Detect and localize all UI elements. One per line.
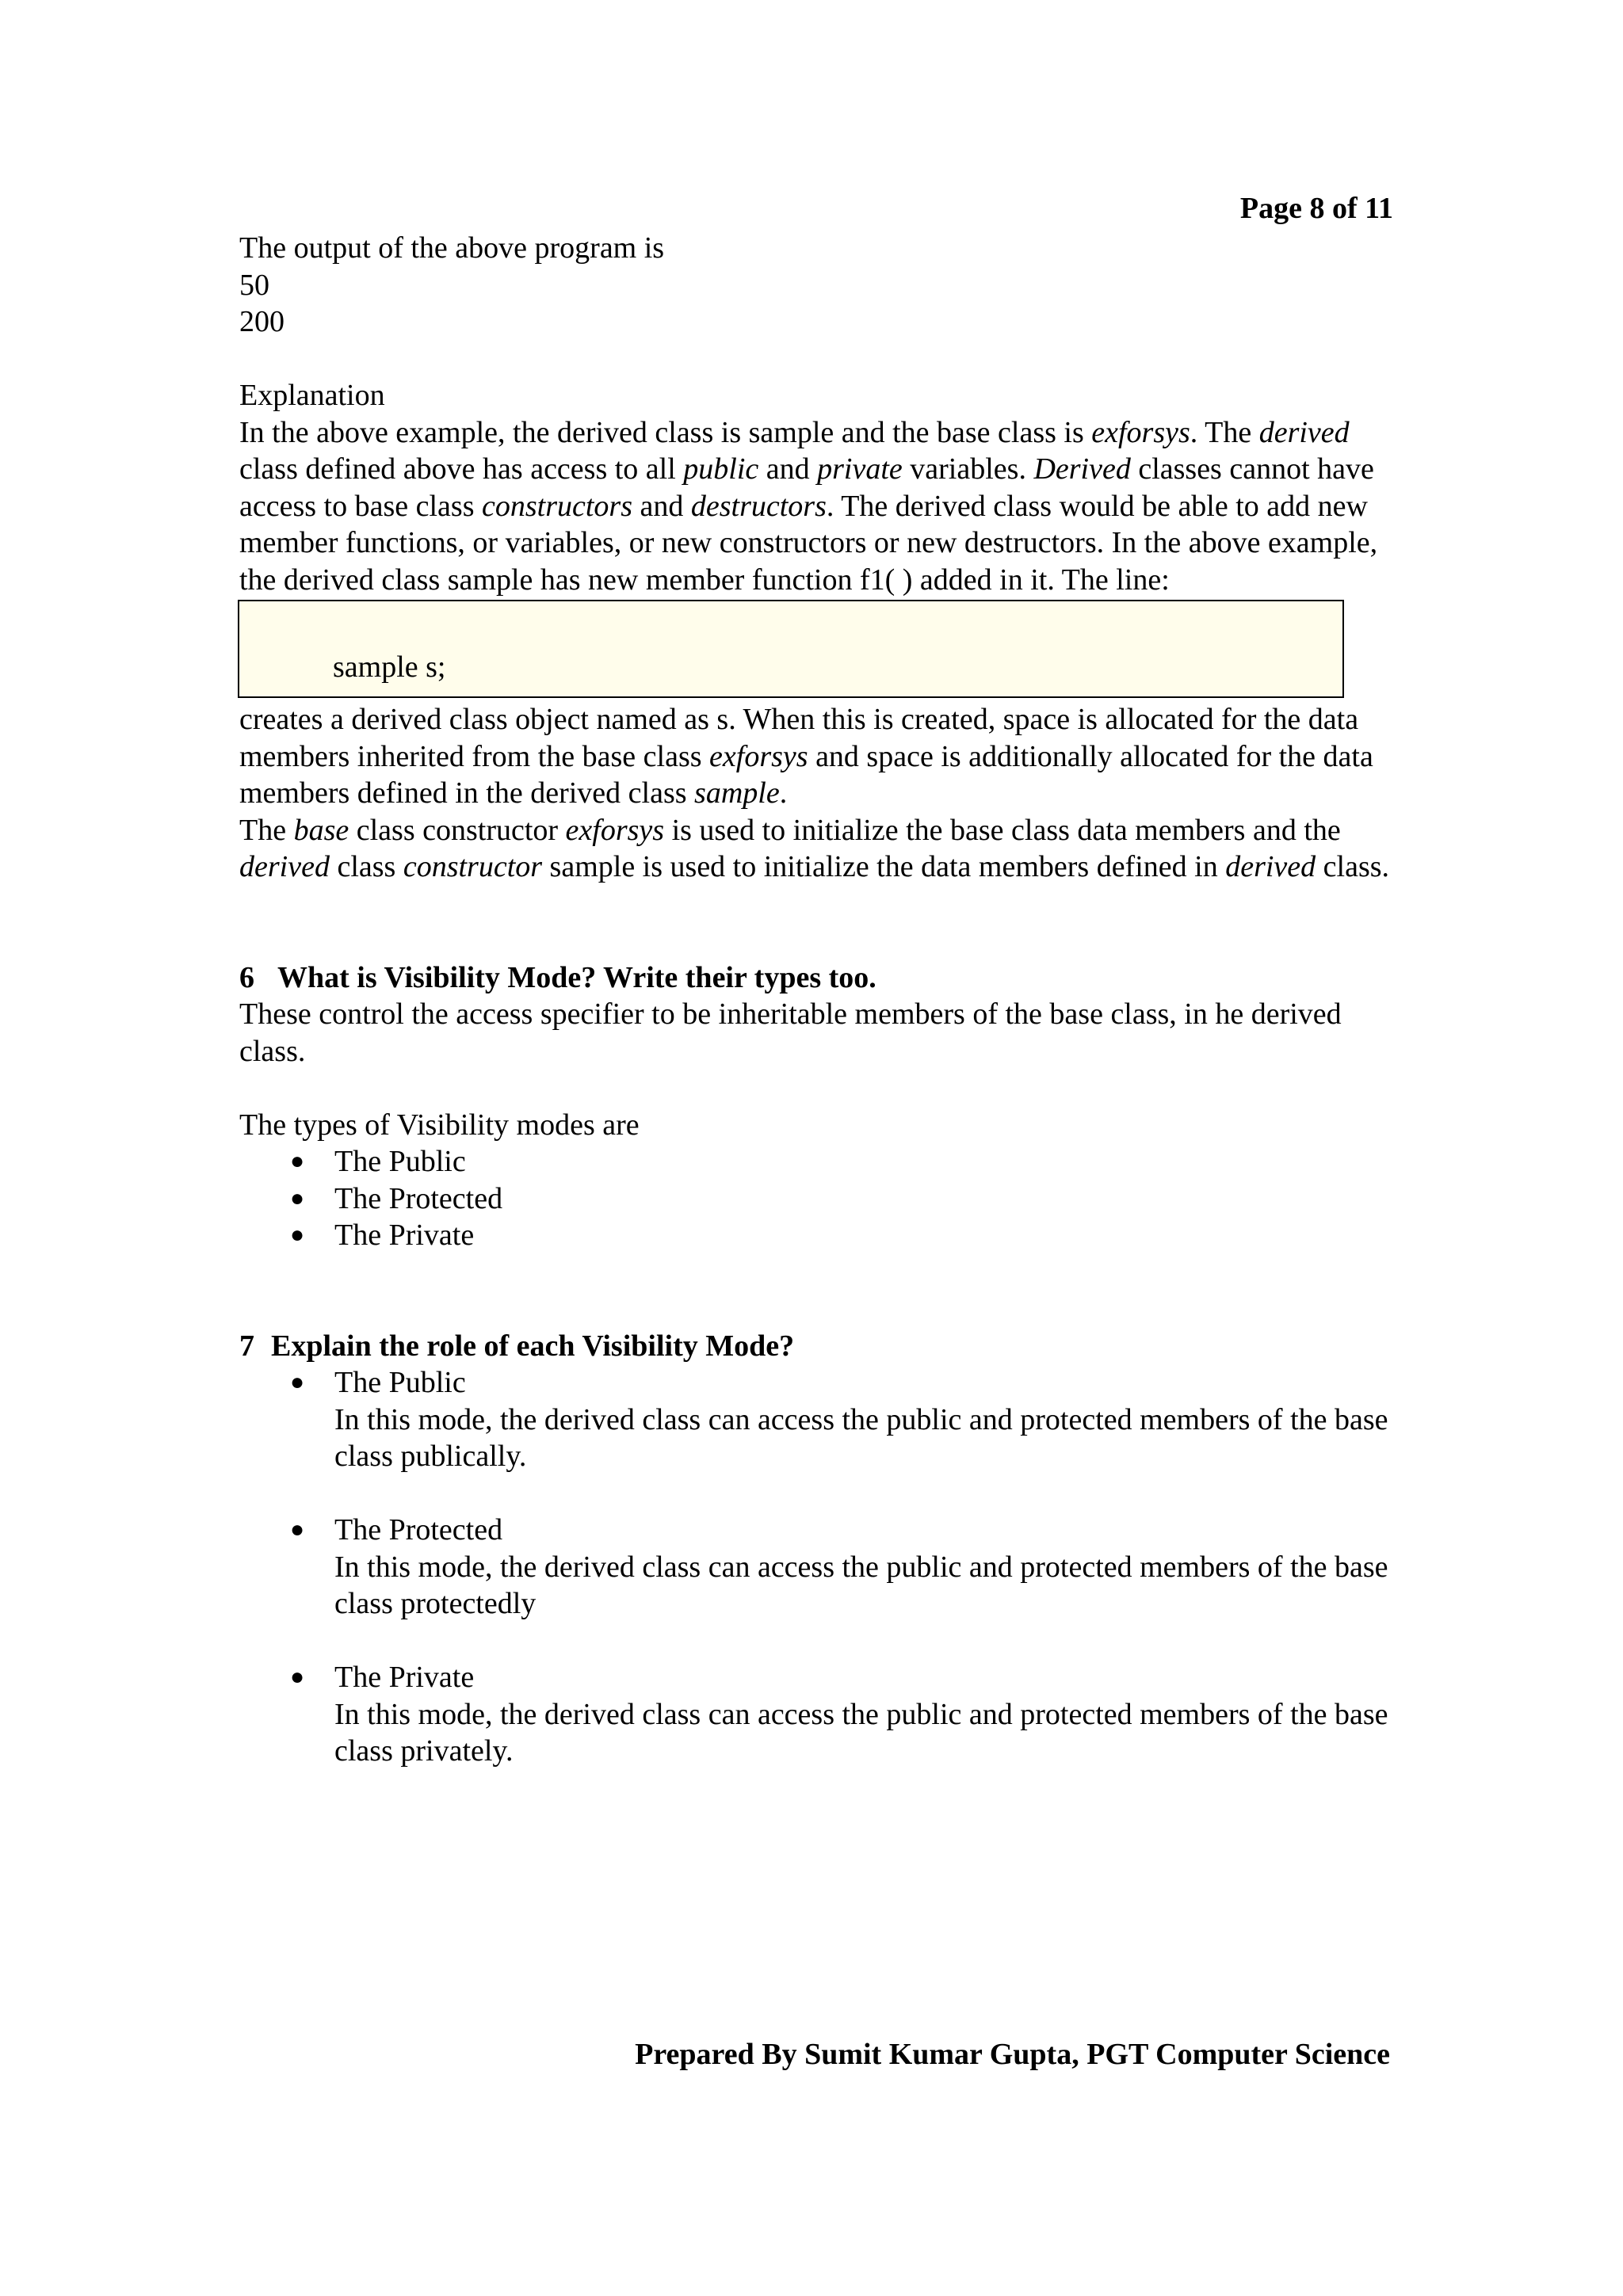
explanation-paragraph-1: In the above example, the derived class is sample and the base class is exforsys. The derived class defined above has access to all public and private variables. Derived classes cannot have access to base class constructors and destructors. The derived class would be able to add new member functions, or variables, or new constructors or new destructors. In the above example, the derived class sample has new member function f1( ) added in it. The line: — [239, 415, 1378, 597]
output-intro: The output of the above program is — [239, 231, 665, 265]
bullet-icon: ● — [290, 1369, 305, 1395]
explanation-paragraph-3: The base class constructor exforsys is used to initialize the base class data members and the derived class constructor sample is used to initialize the data members defined in derived class. — [239, 813, 1390, 883]
bullet-icon: ● — [290, 1516, 305, 1543]
bullet-icon: ● — [290, 1184, 305, 1211]
question-6-heading: 6 What is Visibility Mode? Write their types too. — [239, 960, 876, 994]
output-line-1: 50 — [239, 268, 269, 302]
explanation-title: Explanation — [239, 379, 385, 412]
list-item: ● The Private In this mode, the derived class can access the public and protected members of the base class privately. — [290, 1661, 1388, 1768]
bullet-icon: ● — [290, 1148, 305, 1174]
visibility-types-list — [239, 1143, 1396, 1254]
bullet-icon: ● — [290, 1664, 305, 1690]
page-number: Page 8 of 11 — [1239, 192, 1393, 225]
code-line: sample s; — [333, 650, 446, 684]
code-box — [238, 600, 1344, 698]
question-7-heading: 7 Explain the role of each Visibility Mode? — [239, 1329, 795, 1363]
list-item: ● The Public — [239, 1143, 1396, 1180]
content — [239, 230, 1396, 1770]
list-item: ● The Protected — [239, 1180, 1396, 1218]
question-6-answer: These control the access specifier to be inheritable members of the base class, in he derived class. — [239, 997, 1342, 1068]
explanation-paragraph-2: creates a derived class object named as s. When this is created, space is allocated for the data members inherited from the base class exforsys and space is additionally allocated for the data members defined in the derived class sample. — [239, 703, 1373, 810]
visibility-types-intro: The types of Visibility modes are — [239, 1108, 640, 1142]
footer-credit: Prepared By Sumit Kumar Gupta, PGT Computer Science — [635, 2038, 1390, 2071]
bullet-icon: ● — [290, 1222, 305, 1248]
list-item: ● The Protected In this mode, the derived class can access the public and protected members of the base class protectedly — [290, 1513, 1388, 1620]
list-item: ● The Public In this mode, the derived class can access the public and protected members of the base class publically. — [290, 1366, 1388, 1473]
visibility-roles-list — [239, 1364, 1396, 1770]
list-item: ● The Private — [239, 1217, 1396, 1254]
output-line-2: 200 — [239, 305, 285, 338]
